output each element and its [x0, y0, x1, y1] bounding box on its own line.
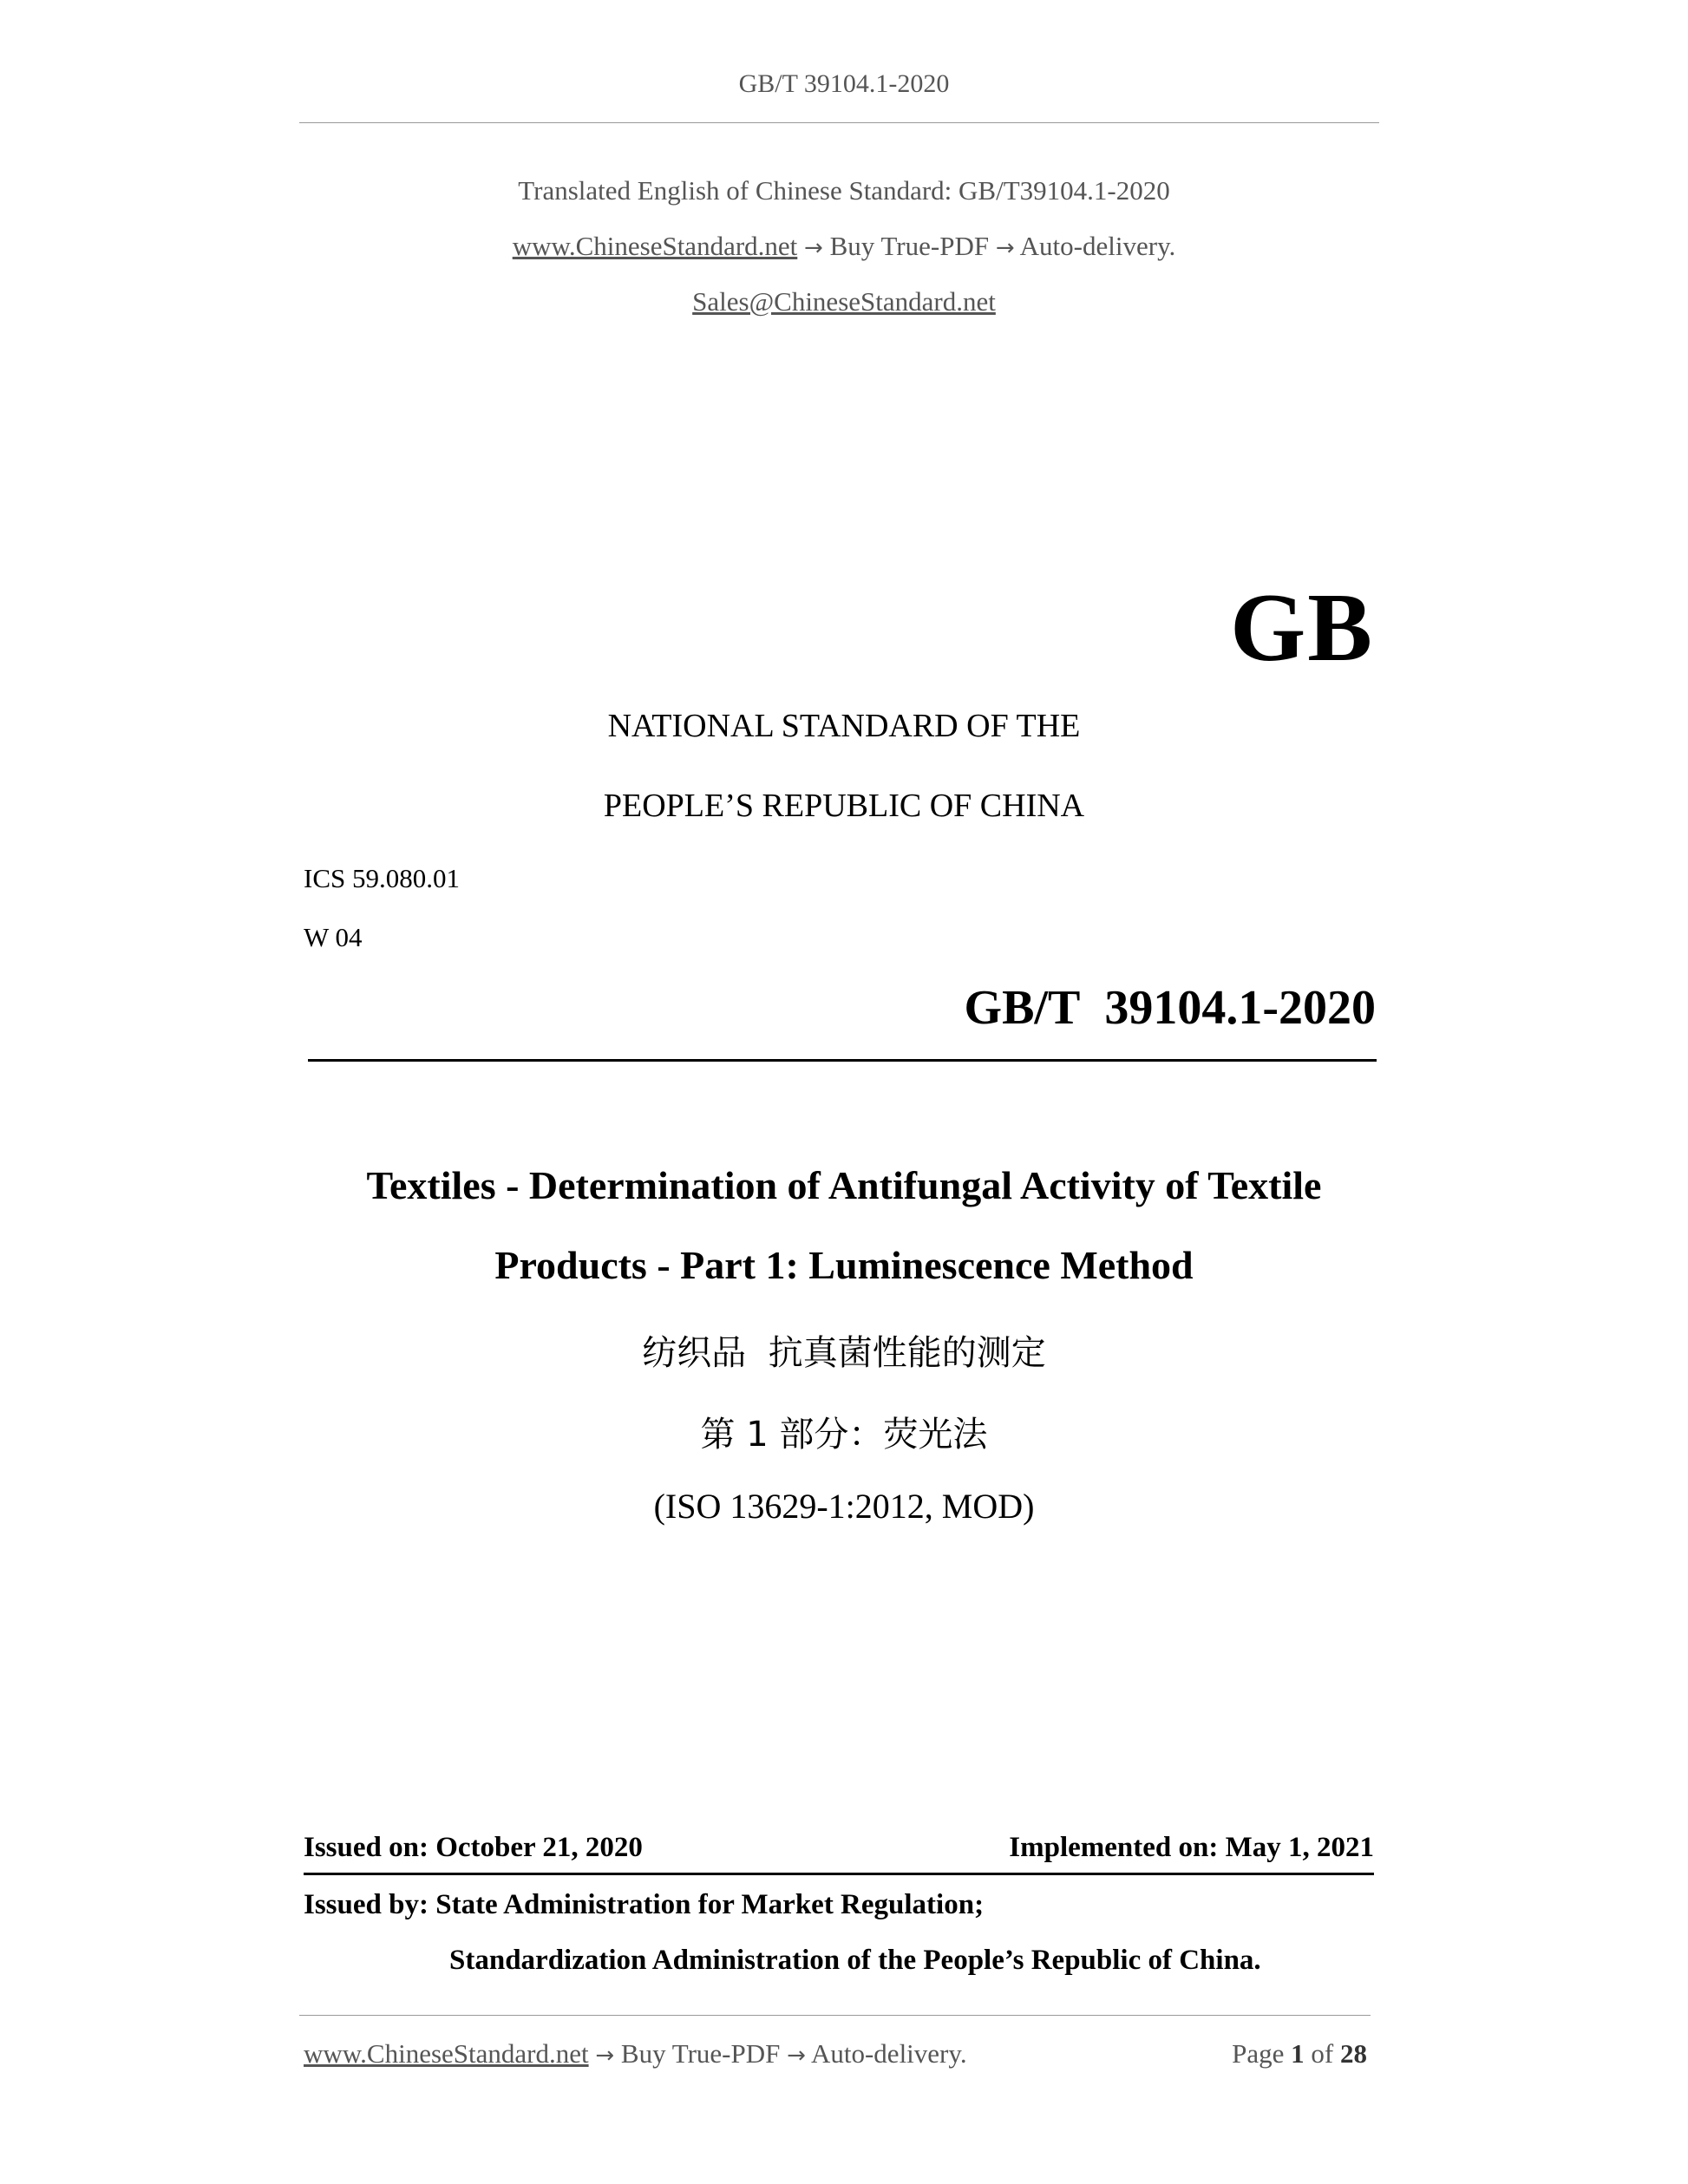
issued-by-line2: Standardization Administration of the People’s Republic of China.	[449, 1945, 1261, 1976]
implemented-on: Implemented on: May 1, 2021	[1009, 1832, 1374, 1863]
email-line	[0, 286, 1688, 317]
of-label: of	[1311, 2038, 1334, 2069]
title-cn-line2: 第 1 部分：荧光法	[700, 1415, 988, 1455]
title-en-line2: Products - Part 1: Luminescence Method	[494, 1243, 1194, 1287]
arrow-right-icon: →	[995, 235, 1015, 261]
page-label: Page	[1232, 2038, 1285, 2069]
gb-mark: GB	[1230, 574, 1374, 682]
footer-delivery-text: Auto-delivery.	[810, 2038, 967, 2069]
site-link[interactable]: www.ChineseStandard.net	[512, 231, 798, 261]
translation-notice: Translated English of Chinese Standard: GB/T39104.1-2020	[518, 175, 1170, 206]
arrow-right-icon: →	[787, 2043, 806, 2069]
delivery-text: Auto-delivery.	[1019, 231, 1176, 261]
arrow-right-icon: →	[595, 2043, 615, 2069]
page-total: 28	[1340, 2038, 1367, 2069]
header-divider	[299, 122, 1379, 123]
arrow-right-icon: →	[804, 235, 823, 261]
page-counter	[1232, 2038, 1367, 2070]
standard-code: 39104.1-2020	[1104, 981, 1376, 1035]
title-en-line1: Textiles - Determination of Antifungal Activity of Textile	[366, 1163, 1322, 1207]
promo-line	[0, 231, 1688, 262]
title-cn-line1: 纺织品 抗真菌性能的测定	[642, 1333, 1046, 1373]
title-divider	[308, 1059, 1377, 1062]
iso-reference: (ISO 13629-1:2012, MOD)	[653, 1487, 1035, 1526]
page-number: 1	[1291, 2038, 1305, 2069]
standard-number	[965, 980, 1376, 1036]
footer-divider	[299, 2015, 1371, 2016]
issued-on: Issued on: October 21, 2020	[304, 1832, 643, 1863]
footer-site-link[interactable]: www.ChineseStandard.net	[304, 2038, 589, 2069]
standard-prefix: GB/T	[964, 981, 1081, 1035]
running-header: GB/T 39104.1-2020	[738, 69, 950, 98]
footer-buy-text: Buy True-PDF	[620, 2038, 781, 2069]
ics-code: ICS 59.080.01	[304, 863, 460, 893]
footer-promo	[304, 2038, 967, 2070]
national-standard-line1: NATIONAL STANDARD OF THE	[607, 708, 1081, 744]
national-standard-line2: PEOPLE’S REPUBLIC OF CHINA	[603, 788, 1085, 824]
email-link[interactable]: Sales@ChineseStandard.net	[692, 286, 996, 317]
issued-by-line1: Issued by: State Administration for Market Regulation;	[304, 1889, 985, 1920]
buy-text: Buy True-PDF	[829, 231, 990, 261]
ccs-code: W 04	[304, 922, 363, 952]
dates-divider	[304, 1873, 1374, 1875]
